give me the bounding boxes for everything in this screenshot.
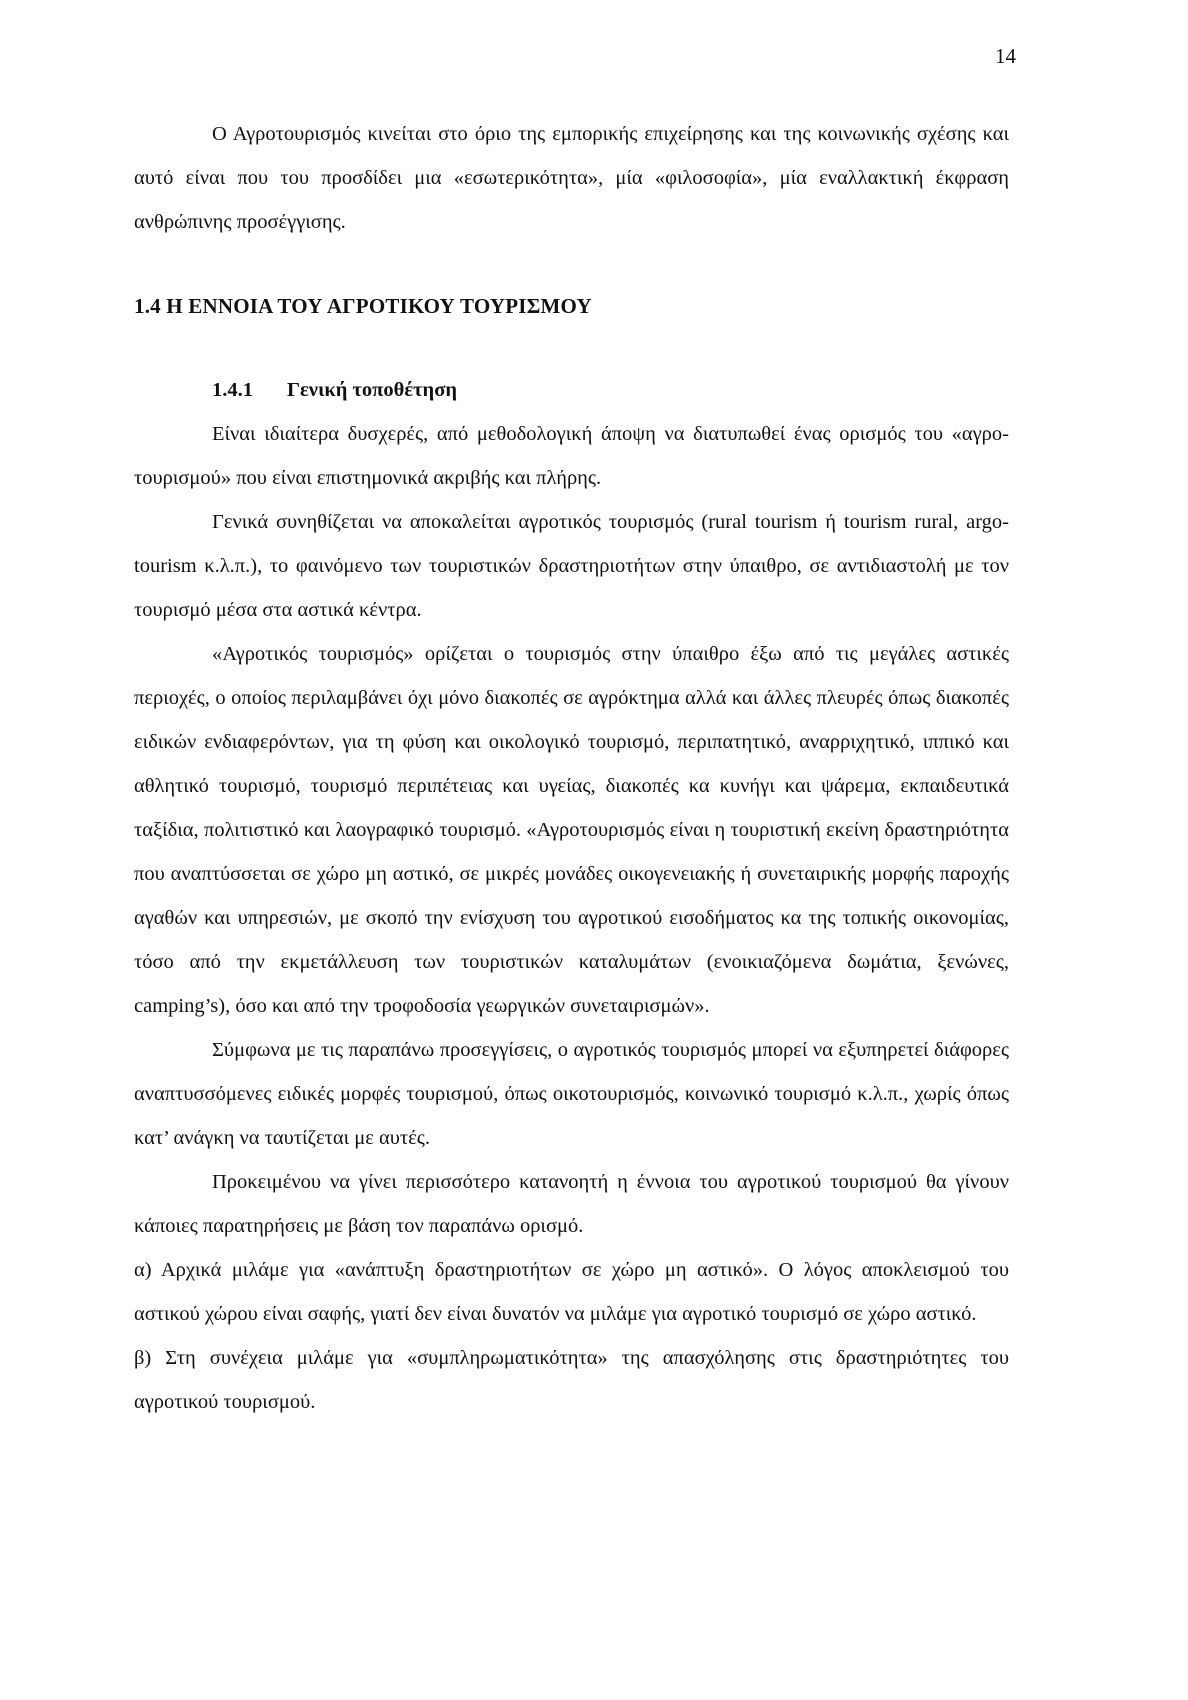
point-a: α) Αρχικά μιλάμε για «ανάπτυξη δραστηριοτήτων σε χώρο μη αστικό». Ο λόγος αποκλεισμού του αστικού χώρου είναι σαφής, γιατί δεν είναι δυνατόν να μιλάμε για αγροτικό τουρισμό σε χώρο αστικό. — [134, 1259, 1009, 1325]
body-paragraph-2: Γενικά συνηθίζεται να αποκαλείται αγροτικός τουρισμός (rural tourism ή tourism rural, argo- tourism κ.λ.π.), το φαινόμενο των τουριστικών δραστηριοτήτων στην ύπαιθρο, σε αντιδιαστολή με τον τουρισμό μέσα στα αστικά κέντρα. — [134, 511, 1009, 621]
section-heading: 1.4 Η ΕΝΝΟΙΑ ΤΟΥ ΑΓΡΟΤΙΚΟΥ ΤΟΥΡΙΣΜΟΥ — [134, 294, 592, 318]
subsection-heading — [134, 368, 1009, 412]
page-number: 14 — [995, 44, 1016, 68]
intro-paragraph: Ο Αγροτουρισμός κινείται στο όριο της εμπορικής επιχείρησης και της κοινωνικής σχέσης και αυτό είναι που του προσδίδει μια «εσωτερικότητα», μία «φιλοσοφία», μία εναλλακτική έκφραση ανθρώπινης προσέγγισης. — [134, 123, 1009, 233]
body-paragraph-3: «Αγροτικός τουρισμός» ορίζεται ο τουρισμός στην ύπαιθρο έξω από τις μεγάλες αστικές περιοχές, ο οποίος περιλαμβάνει όχι μόνο διακοπές σε αγρόκτημα αλλά και άλλες πλευρές όπως διακοπές ειδικών ενδιαφερόντων, για τη φύση και οικολογικό τουρισμό, περιπατητικό, αναρριχητικό, ιππικό και αθλητικό τουρισμό, τουρισμό περιπέτειας και υγείας, διακοπές κα κυνήγι και ψάρεμα, εκπαιδευτικά ταξίδια, πολιτιστικό και λαογραφικό τουρισμό. «Αγροτουρισμός είναι η τουριστική εκείνη δραστηριότητα που αναπτύσσεται σε χώρο μη αστικό, σε μικρές μονάδες οικογενειακής ή συνεταιρικής μορφής παροχής αγαθών και υπηρεσιών, με σκοπό την ενίσχυση του αγροτικού εισοδήματος κα της τοπικής οικονομίας, τόσο από την εκμετάλλευση των τουριστικών καταλυμάτων (ενοικιαζόμενα δωμάτια, ξενώνες, camping’s), όσο και από την τροφοδοσία γεωργικών συνεταιρισμών». — [134, 643, 1009, 1017]
body-paragraph-4: Σύμφωνα με τις παραπάνω προσεγγίσεις, ο αγροτικός τουρισμός μπορεί να εξυπηρετεί διάφορες αναπτυσσόμενες ειδικές μορφές τουρισμού, όπως οικοτουρισμός, κοινωνικό τουρισμό κ.λ.π., χωρίς όπως κατ’ ανάγκη να ταυτίζεται με αυτές. — [134, 1039, 1009, 1149]
subsection-title: Γενική τοποθέτηση — [287, 379, 457, 401]
document-body — [134, 112, 1009, 1424]
body-paragraph-1: Είναι ιδιαίτερα δυσχερές, από μεθοδολογική άποψη να διατυπωθεί ένας ορισμός του «αγρο-τουρισμού» που είναι επιστημονικά ακριβής και πλήρης. — [134, 423, 1009, 489]
body-paragraph-5: Προκειμένου να γίνει περισσότερο κατανοητή η έννοια του αγροτικού τουρισμού θα γίνουν κάποιες παρατηρήσεις με βάση τον παραπάνω ορισμό. — [134, 1171, 1009, 1237]
subsection-number: 1.4.1 — [212, 379, 253, 401]
point-b: β) Στη συνέχεια μιλάμε για «συμπληρωματικότητα» της απασχόλησης στις δραστηριότητες του αγροτικού τουρισμού. — [134, 1347, 1009, 1413]
